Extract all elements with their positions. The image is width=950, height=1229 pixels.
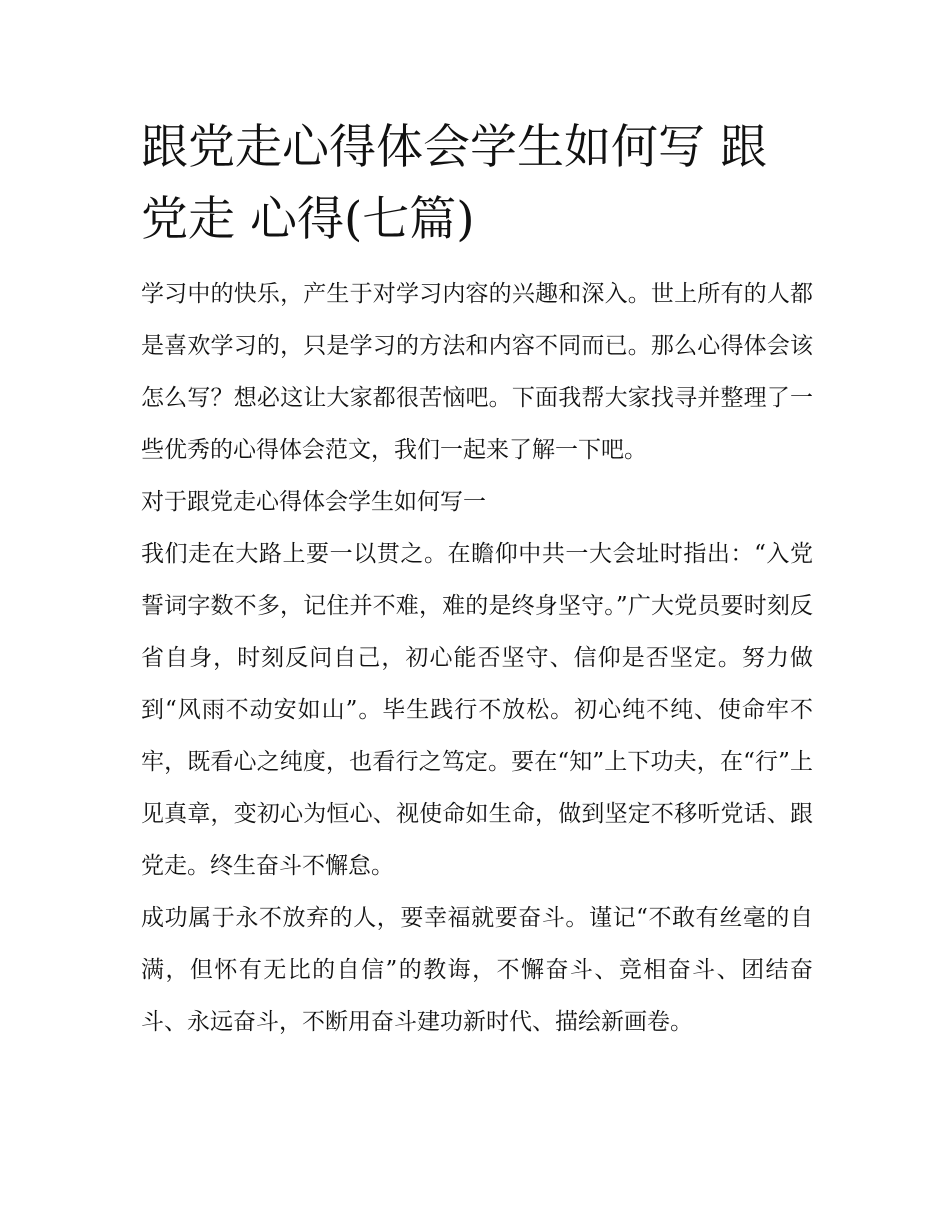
body-paragraph-1: 我们走在大路上要一以贯之。在瞻仰中共一大会址时指出：“入党誓词字数不多，记住并不难，难的是终身坚守。”广大党员要时刻反省自身，时刻反问自己，初心能否坚守、信仰是否坚定。努力做到“风雨不动安如山”。毕生践行不放松。初心纯不纯、使命牢不牢，既看心之纯度，也看行之笃定。要在“知”上下功夫，在“行”上见真章，变初心为恒心、视使命如生命，做到坚定不移听党话、跟党走。终生奋斗不懈怠。	[141, 541, 813, 879]
body-paragraph-2: 成功属于永不放弃的人，要幸福就要奋斗。谨记“不敢有丝毫的自满，但怀有无比的自信”的教诲，不懈奋斗、竞相奋斗、团结奋斗、永远奋斗，不断用奋斗建功新时代、描绘新画卷。	[141, 905, 813, 1035]
document-body	[141, 112, 813, 1048]
intro-paragraph: 学习中的快乐，产生于对学习内容的兴趣和深入。世上所有的人都是喜欢学习的，只是学习的方法和内容不同而已。那么心得体会该怎么写？想必这让大家都很苦恼吧。下面我帮大家找寻并整理了一些优秀的心得体会范文，我们一起来了解一下吧。	[141, 281, 813, 463]
section-heading: 对于跟党走心得体会学生如何写一	[141, 489, 486, 515]
document-title: 跟党走心得体会学生如何写 跟党走 心得(七篇)	[141, 120, 767, 247]
